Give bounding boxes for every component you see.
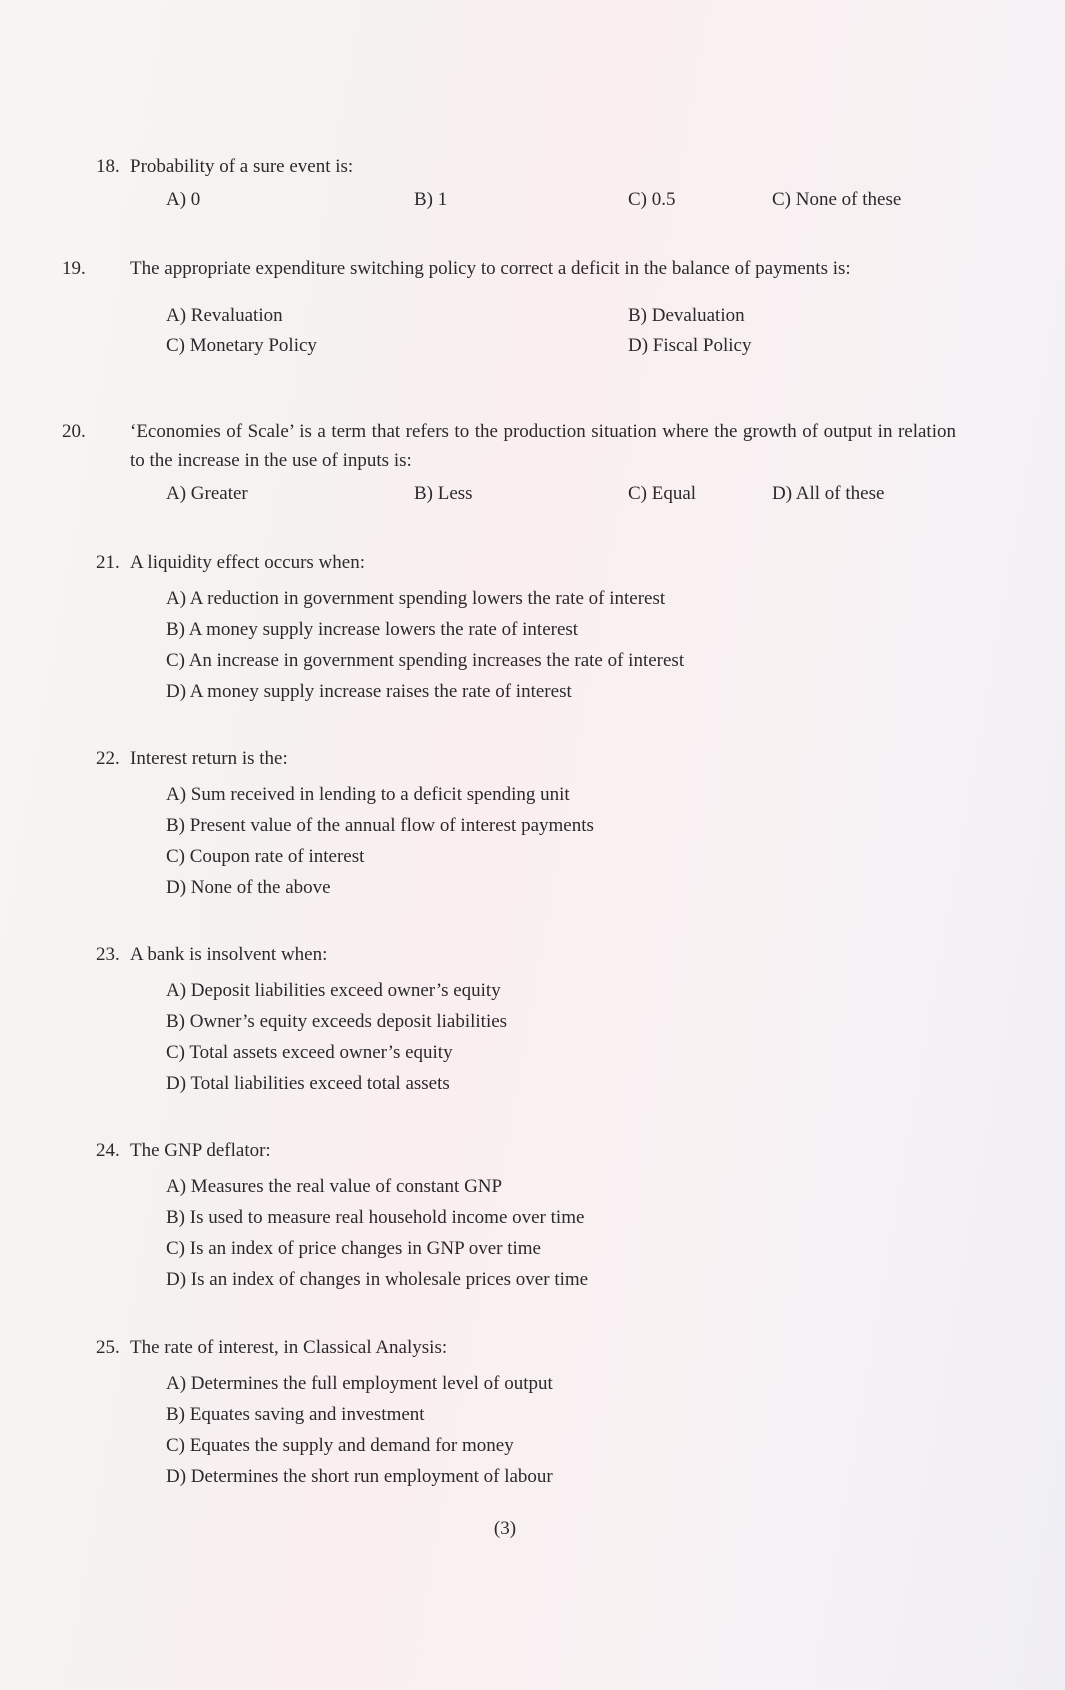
question-stem <box>96 152 956 181</box>
question-text: The rate of interest, in Classical Analysis: <box>130 1337 448 1358</box>
option-d: C) None of these <box>772 189 902 210</box>
option-c: C) Total assets exceed owner’s equity <box>166 1042 453 1063</box>
options-grid <box>96 305 956 365</box>
option-b: B) Owner’s equity exceeds deposit liabilities <box>166 1011 508 1032</box>
option-a: A) A reduction in government spending lowers the rate of interest <box>166 588 666 609</box>
question-stem <box>96 1136 956 1165</box>
option-d: D) Total liabilities exceed total assets <box>166 1073 450 1094</box>
option-d: D) Is an index of changes in wholesale prices over time <box>166 1269 589 1290</box>
question-text: The appropriate expenditure switching policy to correct a deficit in the balance of payments is: <box>130 258 851 279</box>
question-22 <box>96 744 956 903</box>
options-list <box>96 779 956 903</box>
option-a: A) Sum received in lending to a deficit spending unit <box>166 784 570 805</box>
option-a: A) Deposit liabilities exceed owner’s equity <box>166 980 501 1001</box>
question-stem <box>62 417 956 475</box>
option-d: D) None of the above <box>166 877 331 898</box>
option-d: D) Determines the short run employment of labour <box>166 1466 553 1487</box>
option-a: A) Measures the real value of constant GNP <box>166 1176 503 1197</box>
options-list <box>96 1368 956 1492</box>
question-21 <box>96 548 956 707</box>
option-c: C) Monetary Policy <box>166 335 317 356</box>
options-list <box>96 1171 956 1295</box>
question-number: 23. <box>96 944 120 965</box>
question-number: 25. <box>96 1337 120 1358</box>
option-b: B) A money supply increase lowers the rate of interest <box>166 619 579 640</box>
option-b: B) Devaluation <box>628 305 745 326</box>
option-d: D) All of these <box>772 483 885 504</box>
question-number: 20. <box>62 421 86 442</box>
option-b: B) Equates saving and investment <box>166 1404 425 1425</box>
option-a: A) Determines the full employment level of output <box>166 1373 553 1394</box>
page-number: (3) <box>493 1518 517 1539</box>
option-a: A) Greater <box>166 483 248 504</box>
question-stem <box>96 548 956 577</box>
question-24 <box>96 1136 956 1295</box>
question-text: A liquidity effect occurs when: <box>130 552 365 573</box>
question-19 <box>62 254 956 365</box>
option-c: C) An increase in government spending increases the rate of interest <box>166 650 685 671</box>
question-stem <box>96 1333 956 1362</box>
option-c: C) Is an index of price changes in GNP over time <box>166 1238 541 1259</box>
question-20 <box>62 417 956 513</box>
question-stem <box>96 940 956 969</box>
options-list <box>96 975 956 1099</box>
question-number: 18. <box>96 156 120 177</box>
question-text: The GNP deflator: <box>130 1140 271 1161</box>
options-row <box>96 483 956 513</box>
option-c: C) Equates the supply and demand for money <box>166 1435 514 1456</box>
question-number: 19. <box>62 258 86 279</box>
option-d: D) A money supply increase raises the rate of interest <box>166 681 572 702</box>
option-a: A) 0 <box>166 189 201 210</box>
option-b: B) Present value of the annual flow of interest payments <box>166 815 594 836</box>
option-c: C) Equal <box>628 483 697 504</box>
question-18 <box>96 152 956 219</box>
option-c: C) 0.5 <box>628 189 676 210</box>
question-stem <box>96 744 956 773</box>
question-23 <box>96 940 956 1099</box>
question-25 <box>96 1333 956 1492</box>
option-d: D) Fiscal Policy <box>628 335 752 356</box>
options-row <box>96 189 956 219</box>
question-text: A bank is insolvent when: <box>130 944 328 965</box>
option-b: B) 1 <box>414 189 448 210</box>
question-number: 22. <box>96 748 120 769</box>
question-text: ‘Economies of Scale’ is a term that refers to the production situation where the growth of output in relation to the increase in the use of inputs is: <box>130 421 956 471</box>
option-b: B) Is used to measure real household income over time <box>166 1207 585 1228</box>
question-text: Interest return is the: <box>130 748 288 769</box>
option-a: A) Revaluation <box>166 305 283 326</box>
question-stem <box>62 254 956 283</box>
options-list <box>96 583 956 707</box>
question-number: 21. <box>96 552 120 573</box>
question-number: 24. <box>96 1140 120 1161</box>
question-text: Probability of a sure event is: <box>130 156 354 177</box>
option-c: C) Coupon rate of interest <box>166 846 365 867</box>
option-b: B) Less <box>414 483 473 504</box>
